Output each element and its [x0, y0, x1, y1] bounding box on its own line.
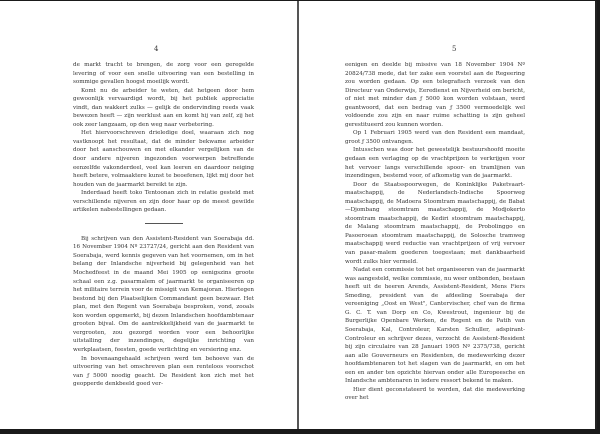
right-page	[299, 1, 597, 429]
paragraph: de markt tracht te brengen, de zorg voor een geregelde levering of voor een snelle uitvoering van een bestelling in sommige gevallen hoogst moeilijk wordt.	[73, 62, 254, 86]
paragraph: Door de Staatsspoorwegen, de Koninklijke Paketvaart-maatschappij, de Nederlandsch-Indische Spoorweg maatschappij, de Madoera Stoomtram maatschappij, de Babat—Djombang stoomtram maatschappij, de Modjokerto stoomtram maatschappij, de Kediri stoomtram maatschappij, de Malang stoomtram maatschappij, de Probolinggo en Pasoeroean stoomtram maatschappij, de Solosche tramweg maatschappij werd reductie van vrachtprijzen of vrij vervoer van pasar-malem goederen toegestaan; met dankbaarheid wordt zulks hier vermeld.	[345, 181, 525, 265]
paragraph: Op 1 Februari 1905 werd van den Resident een mandaat, groot ƒ 3500 ontvangen.	[345, 130, 525, 145]
paragraph: eenigen en deelde bij missive van 18 November 1904 Nº 20824/738 mede, dat ter zake een voorstel aan de Regeering zou worden gedaan. Op een telegrafisch verzoek van den Directeur van Onderwijs, Eeredienst en Nijverheid om bericht, of niet met minder dan ƒ 5000 kon worden volstaan, werd geantwoord, dat een bedrag van ƒ 3500 vermoedelijk wel voldoende zou zijn en naar ruime schatting is zijn geheel gerestitueerd zou kunnen worden.	[345, 62, 525, 128]
paragraph: Hier dient geconstateerd te worden, dat die medewerking over het	[345, 386, 525, 402]
paragraph: Komt nu de arbeider te weten, dat hetgeen door hem gewoonlijk vervaardigd wordt, bij het publiek appreciatie vindt, dan wakkert zulks — gelijk de ondervinding reeds vaak bewezen heeft — zijn werklust aan en komt hij van zelf, zij het ook zeer langzaam, op den weg naar verbetering.	[73, 87, 254, 128]
paragraph: Intusschen was door het gewestelijk bestuurshoofd moeite gedaan een verlaging op de vrachtprijzen te verkrijgen voor het vervoer langs verschillende spoor- en tramlijnen van inzendingen, bestemd voor, of afkomstig van de jaarmarkt.	[345, 147, 525, 180]
paragraph: Nadat een commissie tot het organiseeren van de jaarmarkt was aangesteld, welke commissie, nu weer ontbonden, bestaan heeft uit de heeren Arends, Assistent-Resident, Mens Fiers Smeding, president van de afdeeling Soerabaja der vereeniging „Oost en West", Cantervischer, chef van de firma G. C. T. van Dorp en Co, Kwestrout, ingenieur bij de Burgerlijke Openbare Werken, de Regent en de Patih van Soerabaja, Kal, Controleur, Karsten Schuller, adspirant-Controleur en schrijver dezes, verzocht de Assistent-Resident bij zijn circulaire van 28 Januari 1905 Nº 2375/738, gericht aan alle Gouverneurs en Residenten, de medewerking dezer hoofdambtenaren tot het slagen van de jaarmarkt, en om het een en ander ten opzichte hiervan onder alle Europeesche en Inlandsche ambtenaren in iedere ressort bekend te maken.	[345, 267, 525, 385]
left-page	[0, 1, 298, 429]
paragraph: Het hiervoorschreven drieledige doel, waaraan zich nog vastknoopt het resultaat, dat de minder bekwame arbeider door het aanschouwen en met elkander vergelijken van de door andere nijveren ingezonden voorwerpen betreffende eenzelfde vakonderdeel, veel kan leeren en daardoor neiging heeft betere, volmaaktere kunst te beoefenen, lijkt mij door het houden van de jaarmarkt bereikt te zijn.	[73, 130, 254, 188]
page-number: 4	[154, 45, 159, 53]
section-divider	[145, 223, 183, 224]
paragraph: Bij schrijven van den Assistent-Resident van Soerabaja dd. 16 November 1904 Nº 23727/24, gericht aan den Resident van Soerabaja, werd kennis gegeven van het voornemen, om in het belang der Inlandsche nijverheid bij gelegenheid van het Mochedfeest in de maand Mei 1905 op eenigszins groote schaal een z.g. pasarmalem of jaarmarkt te organiseeren op het militaire terrein voor de missigit van Kemajoran. Hiertegen bestond bij den Plaatselijken Commandant geen bezwaar. Het plan, met den Regent van Soerabaja besproken, vond, zooals kon worden opgemerkt, bij dezen Inlandschen hoofdambtenaar grooten bijval. Om de aantrekkelijkheid van de jaarmarkt te vergrooten, zou gezorgd worden voor een behoorlijke uitstalling der inzendingen, degelijke inrichting van werkplaatsen, feesten, goede verlichting en versiering enz.	[73, 235, 254, 353]
paragraph: Inderdaad heeft toko Tentoonan zich in relatie gesteld met verschillende nijveren en zijn door haar op de meest gewilde artikelen nabestellingen gedaan.	[73, 190, 254, 214]
paragraph: In bovenaangehaald schrijven werd ten behoeve van de uitvoering van het omschreven plan een renteloos voorschot van ƒ 5000 noodig geacht. De Resident kon zich met het geopperde denkbeeld goed ver-	[73, 355, 254, 388]
book-spread	[0, 1, 597, 429]
right-page-body	[345, 61, 525, 403]
page-number: 5	[452, 45, 457, 53]
left-page-body	[73, 61, 254, 389]
